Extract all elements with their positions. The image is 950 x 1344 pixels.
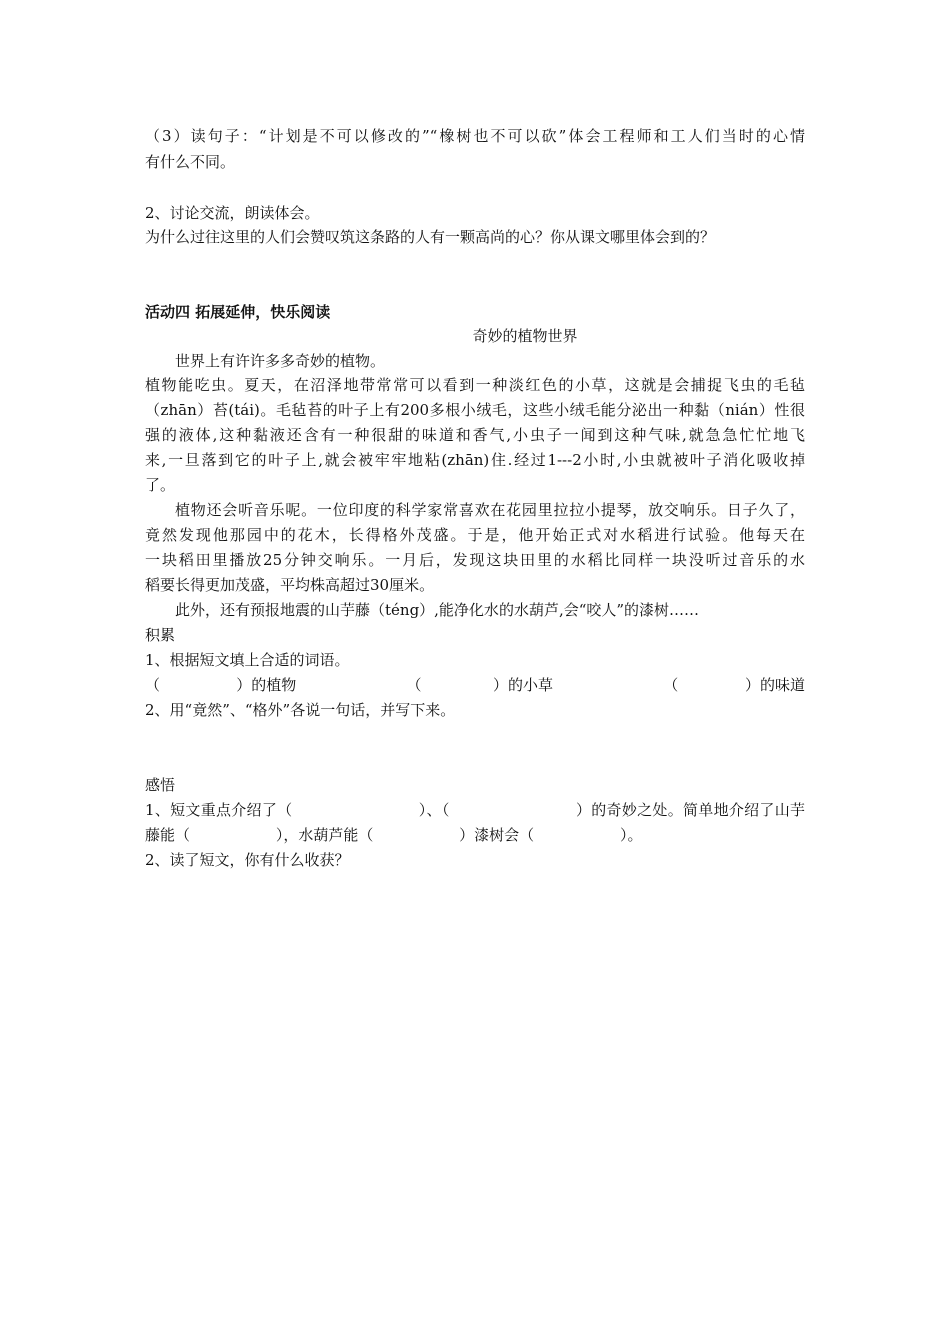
article-paragraph-3-line-3: 一块稻田里播放25分钟交响乐。一月后，发现这块田里的水稻比同样一块没听过音乐的水 <box>145 551 805 569</box>
accumulate-question-1: 1、根据短文填上合适的词语。 <box>145 651 350 669</box>
article-paragraph-2-line-5: 了。 <box>145 476 176 494</box>
accumulate-label: 积累 <box>145 626 176 644</box>
accumulate-question-2: 2、用“竟然”、“格外”各说一句话，并写下来。 <box>145 701 456 719</box>
insight-question-2: 2、读了短文，你有什么收获？ <box>145 851 350 869</box>
article-paragraph-2-line-2: （zhān）苔(tái)。毛毡苔的叶子上有200多根小绒毛，这些小绒毛能分泌出一种黏（nián）性很 <box>145 401 805 419</box>
fill-blank-taste[interactable]: （ ）的味道 <box>663 676 805 694</box>
article-paragraph-1: 世界上有许许多多奇妙的植物。 <box>175 352 386 370</box>
article-paragraph-3-line-2: 竟然发现他那园中的花木，长得格外茂盛。于是，他开始正式对水稻进行试验。他每天在 <box>145 526 805 544</box>
question-3-line-1: （3）读句子：“计划是不可以修改的”“橡树也不可以砍”体会工程师和工人们当时的心情 <box>145 127 805 145</box>
question-2-title: 2、讨论交流，朗读体会。 <box>145 204 320 222</box>
insight-question-1-line-2: 藤能（ ），水葫芦能（ ）漆树会（ ）。 <box>145 826 643 844</box>
article-paragraph-4: 此外，还有预报地震的山芋藤（téng）,能净化水的水葫芦,会“咬人”的漆树…… <box>175 601 700 619</box>
question-2-prompt: 为什么过往这里的人们会赞叹筑这条路的人有一颗高尚的心？你从课文哪里体会到的？ <box>145 228 716 246</box>
fill-blank-grass[interactable]: （ ）的小草 <box>406 676 554 694</box>
question-3-line-2: 有什么不同。 <box>145 153 236 171</box>
insight-question-1-line-1: 1、短文重点介绍了（ ）、（ ）的奇妙之处。简单地介绍了山芋 <box>145 801 805 819</box>
article-paragraph-3-line-1: 植物还会听音乐呢。一位印度的科学家常喜欢在花园里拉拉小提琴，放交响乐。日子久了， <box>175 501 805 519</box>
activity-4-heading: 活动四 拓展延伸，快乐阅读 <box>145 303 331 321</box>
article-title: 奇妙的植物世界 <box>472 327 578 345</box>
fill-blank-plant[interactable]: （ ）的植物 <box>145 676 297 694</box>
article-paragraph-3-line-4: 稻要长得更加茂盛，平均株高超过30厘米。 <box>145 576 435 594</box>
article-paragraph-2-line-3: 强的液体,这种黏液还含有一种很甜的味道和香气,小虫子一闻到这种气味,就急急忙忙地飞 <box>145 426 805 444</box>
article-paragraph-2-line-4: 来,一旦落到它的叶子上,就会被牢牢地粘(zhān)住.经过1---2小时,小虫就被叶子消化吸收掉 <box>145 451 805 469</box>
insight-label: 感悟 <box>145 776 176 794</box>
fill-in-row <box>145 673 805 697</box>
article-paragraph-2-line-1: 植物能吃虫。夏天，在沼泽地带常常可以看到一种淡红色的小草，这就是会捕捉飞虫的毛毡 <box>145 376 805 394</box>
